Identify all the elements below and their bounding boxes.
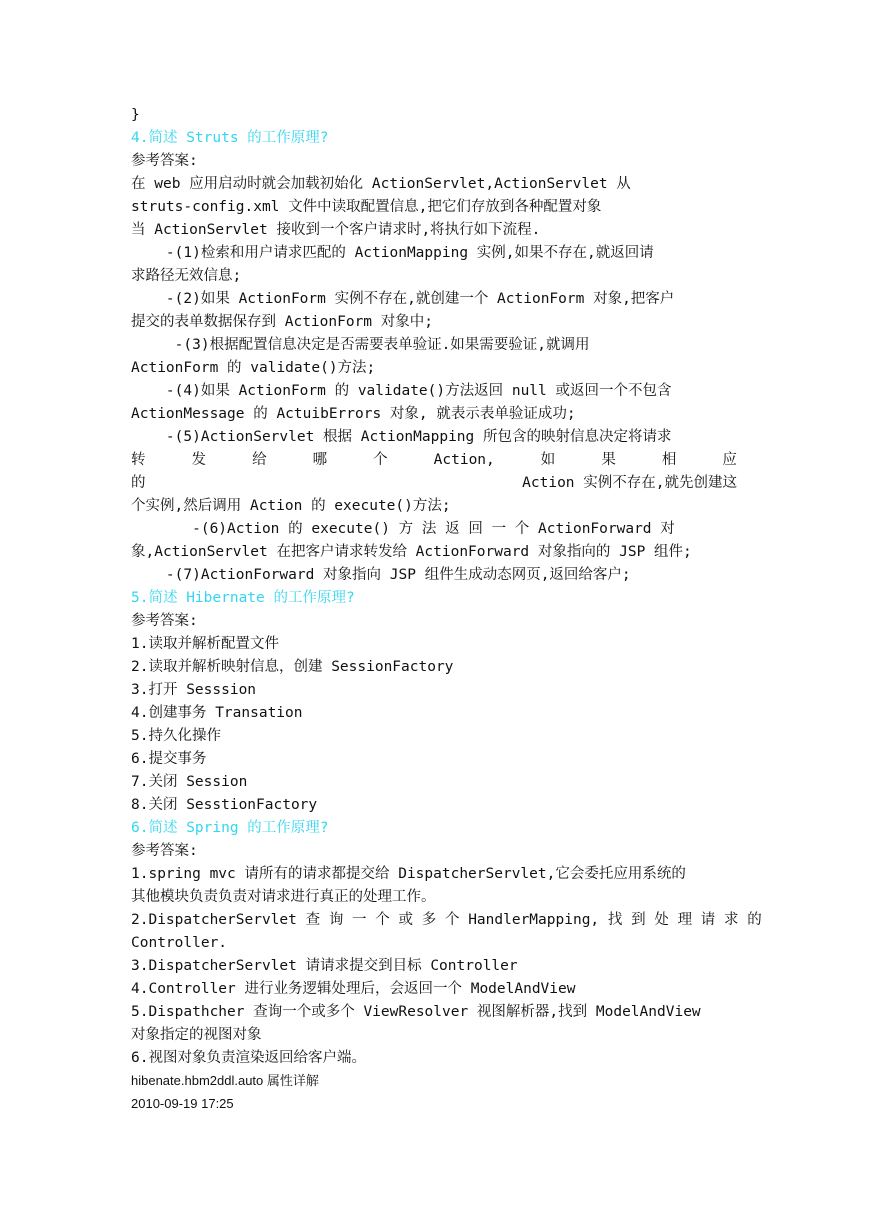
- justified-line: [131, 449, 737, 471]
- list-item: 其他模块负责负责对请求进行真正的处理工作。: [131, 889, 436, 905]
- post-timestamp: 2010-09-19 17:25: [131, 1096, 234, 1111]
- text-line: -(2)如果 ActionForm 实例不存在,就创建一个 ActionForm 对象,把客户: [131, 291, 675, 307]
- word: 发: [191, 452, 207, 468]
- post-title: hibenate.hbm2ddl.auto 属性详解: [131, 1073, 319, 1088]
- text-line: -(1)检索和用户请求匹配的 ActionMapping 实例,如果不存在,就返回请: [131, 245, 654, 261]
- list-item: 8.关闭 SesstionFactory: [131, 797, 318, 813]
- text-line: 的: [131, 475, 146, 491]
- list-item: Controller.: [131, 935, 228, 951]
- answer-label: 参考答案:: [131, 613, 198, 629]
- text-line: struts-config.xml 文件中读取配置信息,把它们存放到各种配置对象: [131, 199, 602, 215]
- word: 个: [373, 452, 388, 468]
- text-line: -(5)ActionServlet 根据 ActionMapping 所包含的映射信息决定将请求: [131, 429, 672, 445]
- word: 给: [252, 452, 267, 468]
- list-item: 3.打开 Sesssion: [131, 682, 257, 698]
- text-line: -(7)ActionForward 对象指向 JSP 组件生成动态网页,返回给客户;: [131, 567, 631, 583]
- word: 应: [722, 452, 737, 468]
- list-item: 2.DispatcherServlet 查 询 一 个 或 多 个 HandlerMapping, 找 到 处 理 请 求 的: [131, 912, 762, 928]
- text-line: 象,ActionServlet 在把客户请求转发给 ActionForward 对象指向的 JSP 组件;: [131, 544, 692, 560]
- word: Action,: [433, 452, 495, 468]
- word: 转: [131, 452, 146, 468]
- text-line: 在 web 应用启动时就会加载初始化 ActionServlet,ActionServlet 从: [131, 176, 631, 192]
- closing-brace: }: [131, 107, 140, 123]
- word: 果: [601, 452, 616, 468]
- list-item: 3.DispatcherServlet 请请求提交到目标 Controller: [131, 958, 518, 974]
- text-line: ActionForm 的 validate()方法;: [131, 360, 376, 376]
- list-item: 1.spring mvc 请所有的请求都提交给 DispatcherServlet,它会委托应用系统的: [131, 866, 686, 882]
- list-item: 6.提交事务: [131, 751, 207, 767]
- word: 如: [540, 452, 556, 468]
- list-item: 7.关闭 Session: [131, 774, 248, 790]
- text-line: 求路径无效信息;: [131, 268, 242, 284]
- list-item: 2.读取并解析映射信息，创建 SessionFactory: [131, 659, 454, 675]
- list-item: 5.持久化操作: [131, 728, 221, 744]
- list-item: 4.Controller 进行业务逻辑处理后，会返回一个 ModelAndView: [131, 981, 576, 997]
- answer-label: 参考答案:: [131, 843, 198, 859]
- heading-spring: 6.简述 Spring 的工作原理?: [131, 820, 329, 836]
- text-line: -(6)Action 的 execute() 方 法 返 回 一 个 ActionForward 对: [131, 521, 675, 537]
- heading-hibernate: 5.简述 Hibernate 的工作原理?: [131, 590, 355, 606]
- text-line: 当 ActionServlet 接收到一个客户请求时,将执行如下流程.: [131, 222, 541, 238]
- list-item: 对象指定的视图对象: [131, 1027, 262, 1043]
- text-line: -(3)根据配置信息决定是否需要表单验证.如果需要验证,就调用: [131, 337, 590, 353]
- text-line-right: Action 实例不存在,就先创建这: [522, 475, 737, 491]
- list-item: 1.读取并解析配置文件: [131, 636, 279, 652]
- list-item: 5.Dispathcher 查询一个或多个 ViewResolver 视图解析器,找到 ModelAndView: [131, 1004, 701, 1020]
- text-line: 个实例,然后调用 Action 的 execute()方法;: [131, 498, 451, 514]
- list-item: 6.视图对象负责渲染返回给客户端。: [131, 1050, 366, 1066]
- text-line: -(4)如果 ActionForm 的 validate()方法返回 null 或返回一个不包含: [131, 383, 672, 399]
- list-item: 4.创建事务 Transation: [131, 705, 303, 721]
- word: 哪: [312, 452, 328, 468]
- word: 相: [661, 452, 677, 468]
- text-line: ActionMessage 的 ActuibErrors 对象, 就表示表单验证成功;: [131, 406, 576, 422]
- text-line: 提交的表单数据保存到 ActionForm 对象中;: [131, 314, 433, 330]
- answer-label: 参考答案:: [131, 153, 198, 169]
- heading-struts: 4.简述 Struts 的工作原理?: [131, 130, 329, 146]
